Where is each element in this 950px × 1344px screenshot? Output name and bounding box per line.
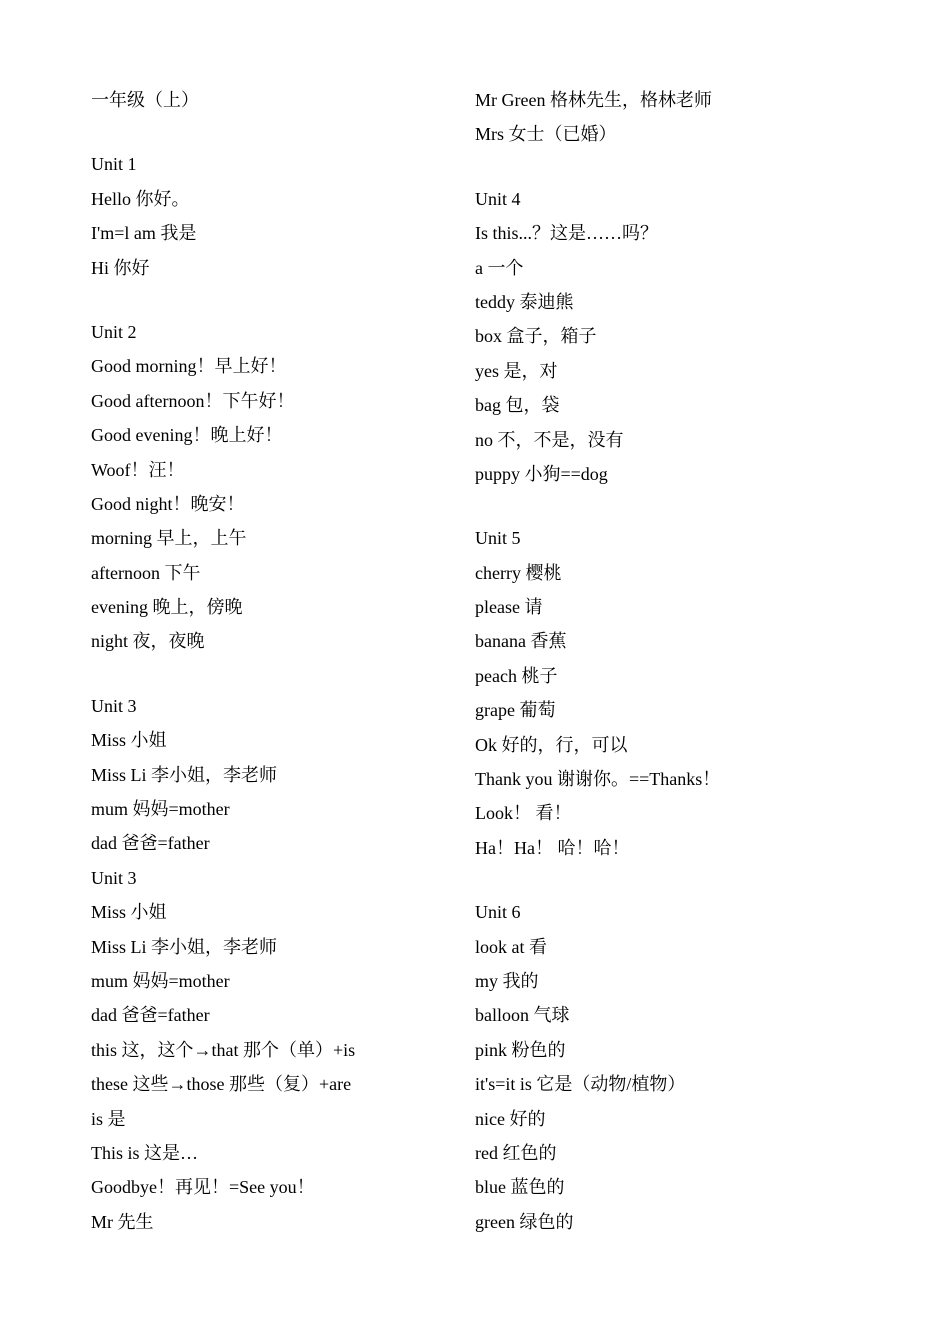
section-spacer (91, 659, 471, 689)
vocab-entry: Miss Li 李小姐，李老师 (91, 936, 278, 957)
vocab-entry: peach 桃子 (475, 665, 558, 686)
vocab-entry: Miss 小姐 (91, 730, 167, 751)
section-spacer (475, 491, 855, 521)
vocab-entry: yes 是，对 (475, 360, 558, 381)
vocab-entry: Woof！汪！ (91, 459, 185, 480)
vocab-entry: these 这些→those 那些（复）+are (91, 1074, 352, 1095)
vocab-entry: look at 看 (475, 936, 547, 957)
vocab-entry: Look！ 看！ (475, 803, 572, 824)
section-heading: Unit 3 (91, 867, 137, 888)
vocab-entry: I'm=l am 我是 (91, 223, 197, 244)
section-heading: Unit 5 (475, 528, 521, 549)
vocab-entry: mum 妈妈=mother (91, 970, 230, 991)
vocab-entry: cherry 樱桃 (475, 562, 562, 583)
left-column (91, 83, 471, 1239)
vocab-entry: nice 好的 (475, 1108, 546, 1129)
section-spacer (91, 285, 471, 315)
vocab-entry: Good night！晚安！ (91, 493, 245, 514)
vocab-entry: Mr 先生 (91, 1211, 154, 1232)
vocab-entry: a 一个 (475, 257, 524, 278)
vocab-entry: morning 早上，上午 (91, 528, 247, 549)
vocab-entry: box 盒子，箱子 (475, 326, 597, 347)
vocab-entry: This is 这是… (91, 1142, 199, 1163)
vocab-entry: Good afternoon！下午好！ (91, 390, 295, 411)
vocab-entry: dad 爸爸=father (91, 1005, 210, 1026)
section-spacer (91, 117, 471, 147)
section-heading: Unit 2 (91, 321, 137, 342)
vocab-entry: Hi 你好 (91, 257, 150, 278)
vocab-entry: Miss Li 李小姐，李老师 (91, 764, 278, 785)
right-column (475, 83, 855, 1239)
section-spacer (475, 865, 855, 895)
section-heading: 一年级（上） (91, 90, 199, 110)
vocab-entry: it's=it is 它是（动物/植物） (475, 1074, 686, 1095)
vocab-entry: evening 晚上，傍晚 (91, 597, 243, 618)
vocab-entry: green 绿色的 (475, 1211, 574, 1232)
vocab-entry: mum 妈妈=mother (91, 799, 230, 820)
vocab-entry: bag 包，袋 (475, 395, 560, 416)
section-heading: Unit 3 (91, 695, 137, 716)
vocab-entry: afternoon 下午 (91, 562, 201, 583)
vocab-entry: dad 爸爸=father (91, 833, 210, 854)
section-spacer (475, 152, 855, 182)
vocab-entry: this 这，这个→that 那个（单）+is (91, 1039, 356, 1060)
vocab-entry: Miss 小姐 (91, 902, 167, 923)
vocab-entry: is 是 (91, 1108, 126, 1129)
vocab-entry: no 不，不是，没有 (475, 429, 624, 450)
vocab-entry: grape 葡萄 (475, 700, 556, 721)
vocab-entry: teddy 泰迪熊 (475, 291, 574, 312)
vocab-entry: Is this...？这是……吗？ (475, 223, 659, 244)
vocab-entry: Good evening！晚上好！ (91, 425, 283, 446)
vocab-entry: Ha！Ha！ 哈！哈！ (475, 837, 630, 858)
vocab-entry: Goodbye！再见！=See you！ (91, 1177, 315, 1198)
vocab-entry: Mrs 女士（已婚） (475, 124, 617, 145)
vocab-entry: blue 蓝色的 (475, 1177, 565, 1198)
section-heading: Unit 6 (475, 902, 521, 923)
vocab-entry: banana 香蕉 (475, 631, 567, 652)
vocab-entry: red 红色的 (475, 1142, 557, 1163)
section-heading: Unit 1 (91, 154, 137, 175)
vocab-entry: my 我的 (475, 970, 539, 991)
vocab-entry: night 夜，夜晚 (91, 631, 205, 652)
vocab-entry: puppy 小狗==dog (475, 463, 608, 484)
vocab-entry: Mr Green 格林先生，格林老师 (475, 90, 712, 110)
vocab-entry: Ok 好的，行，可以 (475, 734, 628, 755)
vocab-entry: please 请 (475, 597, 543, 618)
vocab-entry: Hello 你好。 (91, 188, 190, 209)
vocab-entry: Thank you 谢谢你。==Thanks！ (475, 769, 721, 790)
section-heading: Unit 4 (475, 188, 521, 209)
vocab-entry: Good morning！早上好！ (91, 356, 287, 377)
vocab-entry: balloon 气球 (475, 1005, 570, 1026)
vocab-entry: pink 粉色的 (475, 1039, 566, 1060)
